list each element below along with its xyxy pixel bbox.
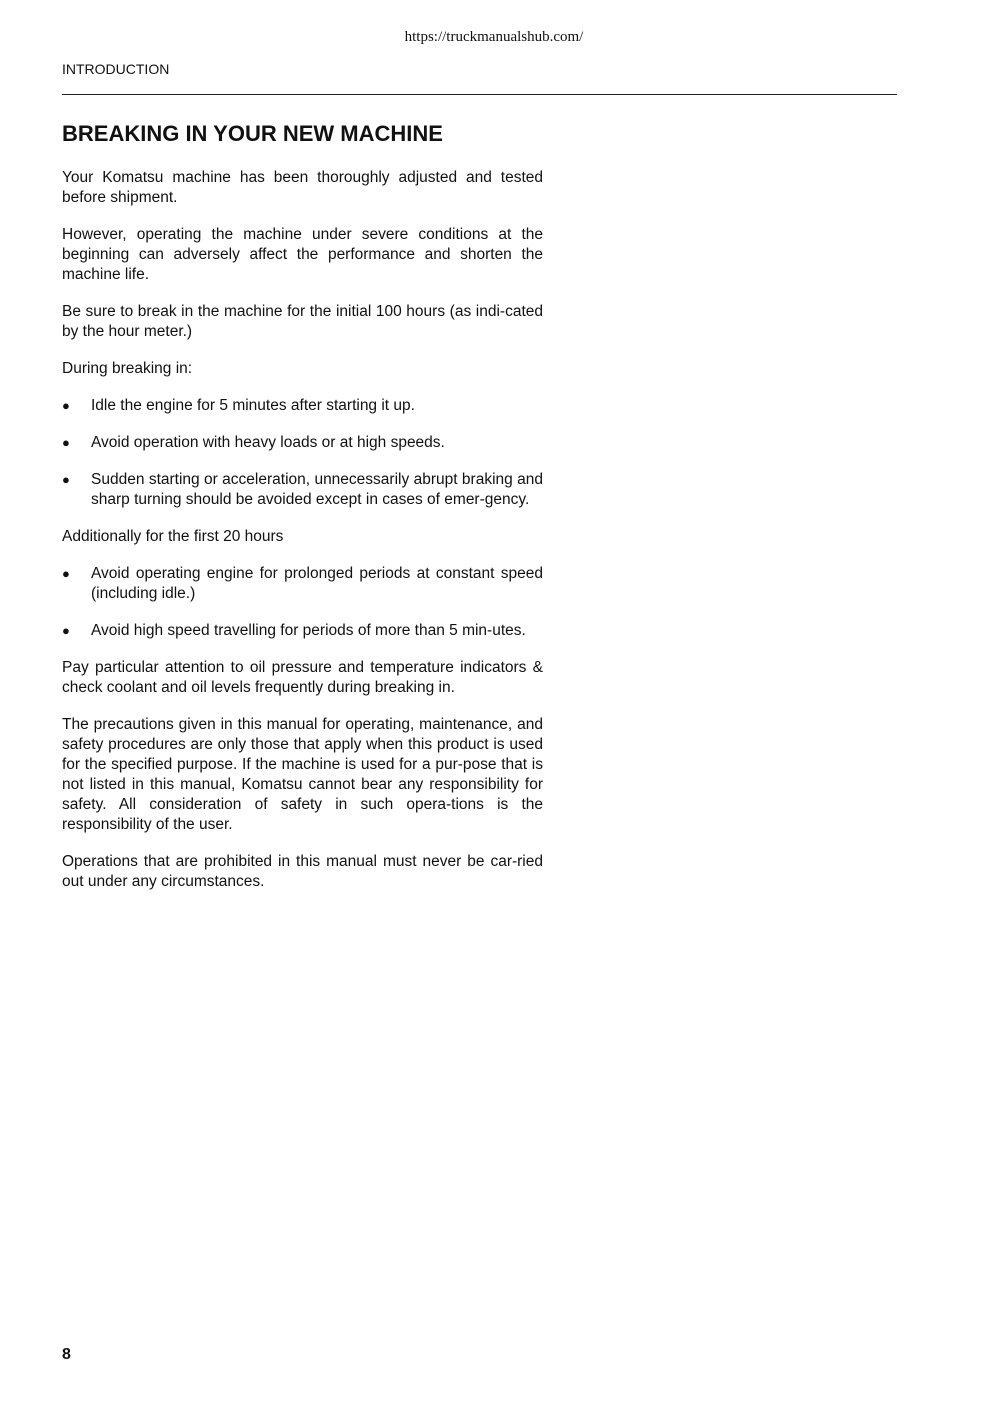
bullet-icon: ● bbox=[62, 566, 70, 581]
page-title: BREAKING IN YOUR NEW MACHINE bbox=[62, 121, 443, 146]
header-divider bbox=[62, 94, 897, 95]
list-item-text: Avoid high speed travelling for periods of more than 5 min-utes. bbox=[91, 622, 526, 639]
list-item-text: Idle the engine for 5 minutes after starting it up. bbox=[91, 397, 415, 414]
paragraph-prohibited-operations: Operations that are prohibited in this manual must never be car-ried out under any circumstances. bbox=[62, 853, 543, 890]
list-item bbox=[62, 621, 543, 641]
break-in-list bbox=[62, 396, 543, 510]
paragraph-indicators: Pay particular attention to oil pressure and temperature indicators & check coolant and oil levels frequently during breaking in. bbox=[62, 659, 543, 696]
source-url[interactable]: https://truckmanualshub.com/ bbox=[404, 29, 584, 45]
paragraph-intro: Your Komatsu machine has been thoroughly adjusted and tested before shipment. bbox=[62, 169, 543, 206]
paragraph-during-breaking-in: During breaking in: bbox=[62, 360, 193, 377]
bullet-icon: ● bbox=[62, 398, 70, 413]
bullet-icon: ● bbox=[62, 435, 70, 450]
bullet-icon: ● bbox=[62, 472, 70, 487]
list-item bbox=[62, 396, 543, 416]
list-item-text: Sudden starting or acceleration, unnecessarily abrupt braking and sharp turning should be avoided except in cases of emer-gency. bbox=[91, 471, 543, 508]
paragraph-precautions: The precautions given in this manual for operating, maintenance, and safety procedures are only those that apply when this product is used for the specified purpose. If the machine is used for a pur-pose that is not listed in this manual, Komatsu cannot bear any responsibility for safety. All consideration of safety in such opera-tions is the responsibility of the user. bbox=[62, 716, 543, 833]
list-item bbox=[62, 564, 543, 604]
body-text bbox=[62, 168, 543, 909]
page-number: 8 bbox=[62, 1346, 71, 1363]
section-header: INTRODUCTION bbox=[62, 61, 170, 77]
bullet-icon: ● bbox=[62, 623, 70, 638]
subheading-first-20-hours: Additionally for the first 20 hours bbox=[62, 528, 284, 545]
list-item-text: Avoid operation with heavy loads or at high speeds. bbox=[91, 434, 445, 451]
list-item-text: Avoid operating engine for prolonged periods at constant speed (including idle.) bbox=[91, 565, 543, 602]
paragraph-break-in-hours: Be sure to break in the machine for the initial 100 hours (as indi-cated by the hour meter.) bbox=[62, 303, 543, 340]
paragraph-severe-conditions: However, operating the machine under severe conditions at the beginning can adversely affect the performance and shorten the machine life. bbox=[62, 226, 543, 283]
list-item bbox=[62, 433, 543, 453]
first-20-hours-list bbox=[62, 564, 543, 641]
list-item bbox=[62, 470, 543, 510]
